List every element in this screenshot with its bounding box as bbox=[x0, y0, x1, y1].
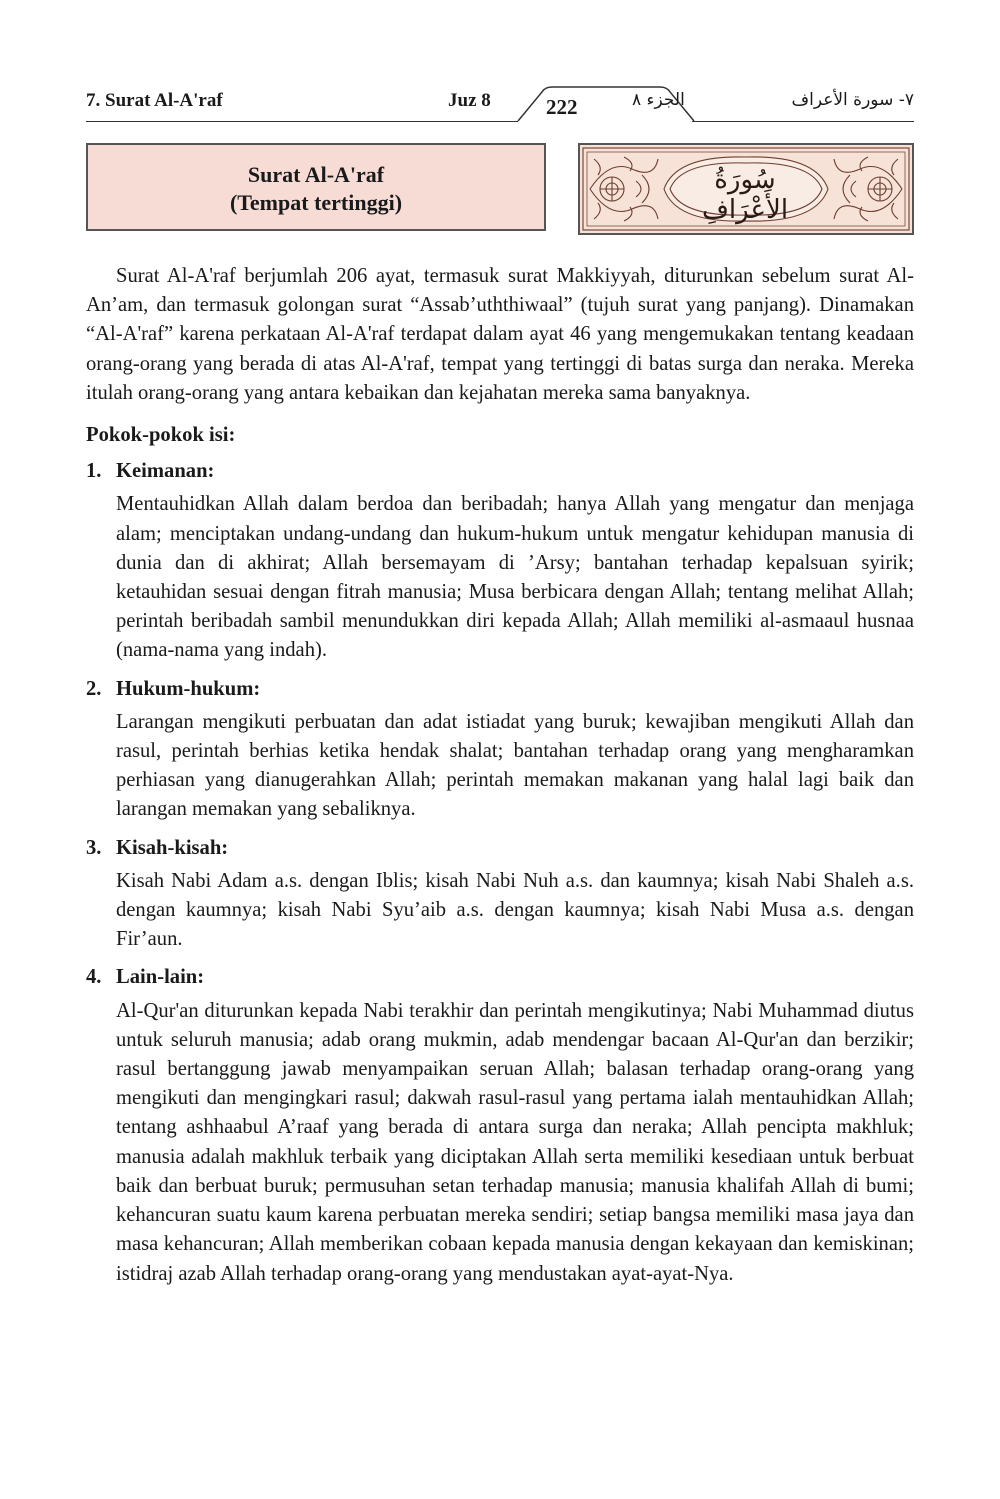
surah-title-box bbox=[86, 143, 546, 231]
item-number: 2. bbox=[86, 677, 102, 700]
section-title: Pokok-pokok isi: bbox=[86, 424, 236, 447]
page-header bbox=[86, 84, 914, 124]
list-item bbox=[86, 834, 914, 955]
list-item bbox=[86, 457, 914, 665]
header-rule-right bbox=[692, 121, 914, 122]
header-juz: Juz 8 bbox=[448, 90, 491, 111]
list-item bbox=[86, 675, 914, 825]
header-surah-latin: 7. Surat Al-A'raf bbox=[86, 90, 223, 111]
item-number: 3. bbox=[86, 836, 102, 859]
header-rule-left bbox=[86, 121, 518, 122]
header-surah-arabic: ٧- سورة الأعراف bbox=[791, 90, 914, 110]
page-number: 222 bbox=[546, 95, 578, 119]
surah-title: Surat Al-A'raf bbox=[247, 162, 385, 187]
item-heading: Kisah-kisah: bbox=[116, 836, 229, 859]
intro-paragraph: Surat Al-A'raf berjumlah 206 ayat, termasuk surat Makkiyyah, diturunkan sebelum surat Al-An’am, dan termasuk golongan surat “Assab’uththiwaal” (tujuh surat yang panjang). Dinamakan “Al-A'raf” karena perkataan Al-A'raf terdapat dalam ayat 46 yang mengemukakan tentang keadaan orang-orang yang berada di atas Al-A'raf, tempat yang tertinggi di batas surga dan neraka. Mereka itulah orang-orang yang antara kebaikan dan kejahatan mereka sama banyaknya. bbox=[86, 265, 914, 404]
surah-ornament-frame bbox=[578, 143, 914, 235]
item-number: 4. bbox=[86, 966, 102, 989]
list-item bbox=[86, 963, 914, 1288]
page-body bbox=[86, 262, 914, 1298]
item-body: Kisah Nabi Adam a.s. dengan Iblis; kisah Nabi Nuh a.s. dan kaumnya; kisah Nabi Shaleh a.s. dengan kaumnya; kisah Nabi Syu’aib a.s. dengan kaumnya; kisah Nabi Musa a.s. dengan Fir’aun. bbox=[116, 869, 914, 951]
item-body: Larangan mengikuti perbuatan dan adat istiadat yang buruk; kewajiban mengikuti Allah dan rasul, perintah berhias ketika hendak shalat; bantahan terhadap orang yang mengharamkan perhiasan yang dianugerahkan Allah; perintah memakan makanan yang halal lagi baik dan larangan memakan yang sebaliknya. bbox=[116, 710, 914, 821]
surah-arabic-calligraphy: سُورَةُ الأَعْرَافِ bbox=[701, 165, 789, 225]
item-heading: Lain-lain: bbox=[116, 966, 205, 989]
item-body: Mentauhidkan Allah dalam berdoa dan beribadah; hanya Allah yang mengatur dan menjaga alam; menciptakan undang-undang dan hukum-hukum untuk mengatur kehidupan manusia di dunia dan di akhirat; Allah bersemayam di ’Arsy; bantahan terhadap kepalsuan syirik; ketauhidan sesuai dengan fitrah manusia; Musa berbicara dengan Allah; tentang melihat Allah; perintah beribadah sambil menundukkan diri kepada Allah; Allah memiliki al-asmaaul husnaa (nama-nama yang indah). bbox=[116, 493, 914, 662]
header-juz-arabic: الجزء ٨ bbox=[632, 90, 685, 110]
item-heading: Keimanan: bbox=[116, 460, 215, 483]
item-number: 1. bbox=[86, 460, 102, 483]
item-heading: Hukum-hukum: bbox=[116, 677, 261, 700]
surah-subtitle: (Tempat tertinggi) bbox=[229, 190, 403, 215]
item-body: Al-Qur'an diturunkan kepada Nabi terakhir dan perintah mengikutinya; Nabi Muhammad diutus untuk seluruh manusia; adab orang mukmin, adab mendengar bacaan Al-Qur'an dan berzikir; rasul bertanggung jawab menyampaikan seruan Allah; balasan terhadap orang-orang yang mengikuti dan mengingkari rasul; dakwah rasul-rasul yang pertama ialah mentauhidkan Allah; tentang ashhaabul A’raaf yang berada di antara surga dan neraka; Allah pencipta makhluk; manusia adalah makhluk terbaik yang diciptakan Allah serta memiliki kesediaan untuk berbuat baik dan berbuat buruk; permusuhan setan terhadap manusia; manusia khalifah Allah di bumi; kehancuran suatu kaum karena perbuatan mereka sendiri; setiap bangsa memiliki masa jaya dan masa kehancuran; Allah memberikan cobaan kepada manusia dengan kekayaan dan kemiskinan; istidraj azab Allah terhadap orang-orang yang mendustakan ayat-ayat-Nya. bbox=[116, 999, 914, 1285]
